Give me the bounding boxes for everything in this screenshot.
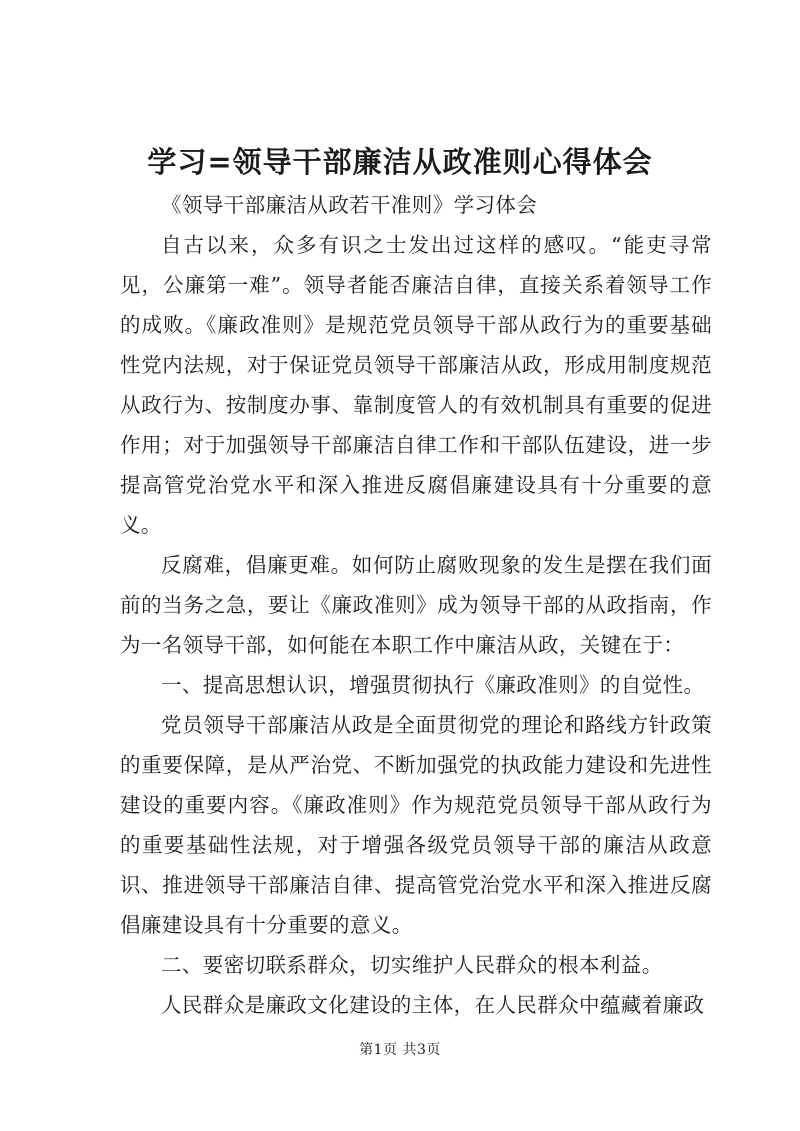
paragraph-section-one: 党员领导干部廉洁从政是全面贯彻党的理论和路线方针政策的重要保障，是从严治党、不断加强党的执政能力建设和先进性建设的重要内容。《廉政准则》作为规范党员领导干部从政行为的重要基础性法规，对于增强各级党员领导干部的廉洁从政意识、推进领导干部廉洁自律、提高管党治党水平和深入推进反腐倡廉建设具有十分重要的意义。 bbox=[120, 713, 712, 937]
section-heading-two: 二、要密切联系群众，切实维护人民群众的根本利益。 bbox=[161, 953, 663, 977]
document-title: 学习=领导干部廉洁从政准则心得体会 bbox=[147, 145, 653, 179]
document-body bbox=[120, 185, 712, 1025]
paragraph-section-two: 人民群众是廉政文化建设的主体，在人民群众中蕴藏着廉政 bbox=[161, 993, 705, 1017]
paragraph-introduction: 自古以来，众多有识之士发出过这样的感叹。“能吏寻常见，公廉第一难”。领导者能否廉洁自律，直接关系着领导工作的成败。《廉政准则》是规范党员领导干部从政行为的重要基础性党内法规，对于保证党员领导干部廉洁从政，形成用制度规范从政行为、按制度办事、靠制度管人的有效机制具有重要的促进作用；对于加强领导干部廉洁自律工作和干部队伍建设，进一步提高管党治党水平和深入推进反腐倡廉建设具有十分重要的意义。 bbox=[120, 233, 712, 537]
section-heading-one: 一、提高思想认识，增强贯彻执行《廉政准则》的自觉性。 bbox=[161, 673, 705, 697]
page-number-footer: 第1页 共3页 bbox=[359, 1042, 441, 1058]
paragraph-anti-corruption: 反腐难，倡廉更难。如何防止腐败现象的发生是摆在我们面前的当务之急，要让《廉政准则》成为领导干部的从政指南，作为一名领导干部，如何能在本职工作中廉洁从政，关键在于： bbox=[120, 553, 712, 657]
paragraph-subtitle: 《领导干部廉洁从政若干准则》学习体会 bbox=[161, 193, 538, 217]
